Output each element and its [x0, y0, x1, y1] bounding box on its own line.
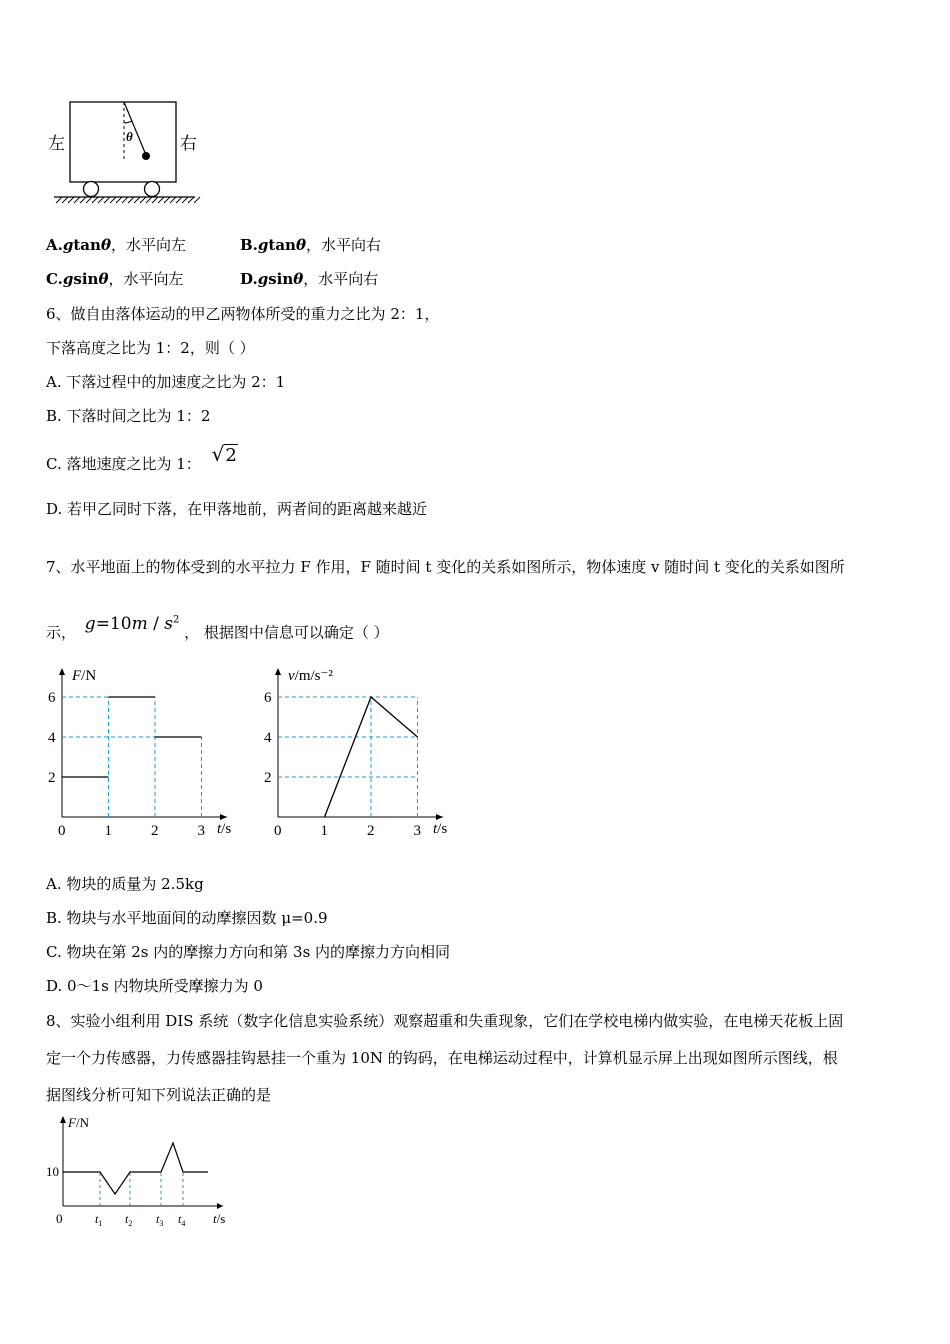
- y-axis-label: F/N: [72, 668, 97, 684]
- q7-stem-line-1: 7、水平地面上的物体受到的水平拉力 F 作用，F 随时间 t 变化的关系如图所示，物体速度 v 随时间 t 变化的关系如图所: [46, 558, 845, 576]
- q8-stem-line-2: 定一个力传感器，力传感器挂钩悬挂一个重为 10N 的钩码，在电梯运动过程中，计算机显示屏上出现如图所示图线，根: [46, 1049, 838, 1067]
- stem-text: 示，: [46, 623, 77, 642]
- x-tick-label: $t_2$: [125, 1212, 133, 1228]
- option-text: ，水平向左: [108, 270, 184, 288]
- hatch-mark: [134, 197, 140, 203]
- formula-unit-m: m: [131, 613, 148, 634]
- ground-hatching: [56, 197, 200, 203]
- x-tick-label: $t_4$: [178, 1212, 186, 1228]
- formula-g: [85, 614, 180, 634]
- option-var: g: [62, 236, 74, 254]
- hatch-mark: [176, 197, 182, 203]
- option-sym: θ: [98, 270, 109, 288]
- hatch-mark: [98, 197, 104, 203]
- y-tick-label: 10: [46, 1164, 59, 1179]
- left-wheel: [84, 182, 99, 197]
- option-sym: θ: [100, 236, 111, 254]
- theta-label: θ: [126, 129, 133, 144]
- y-tick-label: 4: [264, 730, 272, 746]
- hatch-mark: [110, 197, 116, 203]
- x-tick-label: 0: [274, 823, 282, 839]
- hatch-mark: [68, 197, 74, 203]
- x-axis-label: t/s: [213, 1211, 226, 1226]
- hatch-mark: [116, 197, 122, 203]
- option-text: ，水平向右: [305, 236, 381, 254]
- angle-arc: [124, 121, 132, 123]
- force-reading-line: [63, 1143, 208, 1194]
- y-axis-arrow-icon: [59, 668, 65, 675]
- option-text: C. 落地速度之比为 1：: [46, 455, 201, 473]
- hatch-mark: [140, 197, 146, 203]
- q5-option-c: [46, 269, 184, 289]
- y-tick-label: 6: [48, 690, 56, 706]
- left-label: 左: [48, 134, 65, 153]
- hatch-mark: [146, 197, 152, 203]
- option-text: ，水平向左: [110, 236, 186, 254]
- formula-exponent: 2: [172, 614, 180, 625]
- option-letter: A.: [46, 236, 63, 254]
- x-tick-label: 1: [104, 823, 112, 839]
- x-axis-arrow-icon: [436, 814, 443, 820]
- q7-option-c: C. 物块在第 2s 内的摩擦力方向和第 3s 内的摩擦力方向相同: [46, 943, 451, 961]
- q6-stem-line-2: 下落高度之比为 1：2，则（ ）: [46, 339, 255, 357]
- option-sym: θ: [293, 270, 304, 288]
- option-var: g: [62, 270, 74, 288]
- q5-option-a: [46, 235, 186, 255]
- q6-option-a: A. 下落过程中的加速度之比为 2：1: [46, 373, 286, 391]
- formula-slash: /: [147, 613, 165, 634]
- q7-stem-line-2: [46, 613, 389, 643]
- sqrt-radicand: 2: [225, 445, 237, 466]
- option-func: tan: [268, 236, 296, 254]
- right-label: 右: [180, 134, 197, 153]
- y-tick-label: 2: [48, 770, 56, 786]
- y-axis-label: v/m/s⁻²: [288, 668, 333, 684]
- q5-option-d: [240, 269, 378, 289]
- hatch-mark: [86, 197, 92, 203]
- q6-option-d: D. 若甲乙同时下落，在甲落地前，两者间的距离越来越近: [46, 500, 428, 518]
- hatch-mark: [74, 197, 80, 203]
- x-axis-label: t/s: [217, 821, 232, 837]
- q8-stem-line-3: 据图线分析可知下列说法正确的是: [46, 1086, 272, 1104]
- option-sym: θ: [295, 236, 306, 254]
- force-time-chart: [40, 660, 255, 845]
- x-tick-label: 2: [151, 823, 159, 839]
- hatch-mark: [122, 197, 128, 203]
- y-tick-label: 6: [264, 690, 272, 706]
- x-tick-label: $t_1$: [95, 1212, 103, 1228]
- sqrt-expression: [212, 444, 238, 466]
- q7-option-b: B. 物块与水平地面间的动摩擦因数 μ=0.9: [46, 909, 328, 927]
- x-tick-label: 3: [413, 823, 421, 839]
- q5-option-b: [240, 235, 381, 255]
- formula-var: g: [84, 613, 96, 634]
- hatch-mark: [80, 197, 86, 203]
- pendulum-bob: [142, 152, 150, 160]
- y-tick-label: 2: [264, 770, 272, 786]
- hatch-mark: [104, 197, 110, 203]
- option-func: tan: [73, 236, 101, 254]
- hatch-mark: [194, 197, 200, 203]
- velocity-time-chart: [256, 660, 471, 845]
- hatch-mark: [128, 197, 134, 203]
- x-tick-label: 1: [320, 823, 328, 839]
- y-axis-arrow-icon: [275, 668, 281, 675]
- q6-stem-line-1: 6、做自由落体运动的甲乙两物体所受的重力之比为 2：1，: [46, 305, 440, 323]
- right-wheel: [145, 182, 160, 197]
- hatch-mark: [164, 197, 170, 203]
- hatch-mark: [56, 197, 62, 203]
- option-var: g: [257, 270, 269, 288]
- hatch-mark: [188, 197, 194, 203]
- q6-option-c: [46, 442, 238, 474]
- hatch-mark: [182, 197, 188, 203]
- hatch-mark: [152, 197, 158, 203]
- sqrt-sign-icon: √: [211, 442, 225, 466]
- option-letter: C.: [46, 270, 63, 288]
- x-tick-label: $t_3$: [156, 1212, 164, 1228]
- hatch-mark: [92, 197, 98, 203]
- q7-option-a: A. 物块的质量为 2.5kg: [46, 875, 204, 893]
- x-tick-label: 2: [367, 823, 375, 839]
- q6-option-b: B. 下落时间之比为 1：2: [46, 407, 211, 425]
- y-axis-arrow-icon: [60, 1116, 66, 1123]
- x-axis-label: t/s: [433, 821, 448, 837]
- hatch-mark: [62, 197, 68, 203]
- x-axis-arrow-icon: [217, 1203, 223, 1209]
- q7-option-d: D. 0～1s 内物块所受摩擦力为 0: [46, 977, 263, 995]
- option-func: sin: [73, 270, 99, 288]
- cart-body: [70, 102, 176, 182]
- option-func: sin: [268, 270, 294, 288]
- q8-stem-line-1: 8、实验小组利用 DIS 系统（数字化信息实验系统）观察超重和失重现象，它们在学校电梯内做实验，在电梯天花板上固: [46, 1012, 844, 1030]
- x-tick-label: 0: [58, 823, 66, 839]
- option-text: ，水平向右: [303, 270, 379, 288]
- formula-eq: =10: [95, 613, 132, 634]
- formula-unit-s: s: [164, 613, 173, 634]
- x-tick-label: 0: [56, 1211, 63, 1226]
- y-tick-label: 4: [48, 730, 56, 746]
- option-letter: B.: [240, 236, 258, 254]
- option-letter: D.: [240, 270, 258, 288]
- stem-text: ， 根据图中信息可以确定（ ）: [184, 623, 389, 642]
- y-axis-label: F/N: [68, 1115, 89, 1130]
- x-tick-label: 3: [197, 823, 205, 839]
- sensor-force-chart: [40, 1110, 240, 1235]
- hatch-mark: [158, 197, 164, 203]
- x-axis-arrow-icon: [220, 814, 227, 820]
- hatch-mark: [170, 197, 176, 203]
- cart-pendulum-figure: [40, 95, 210, 210]
- option-var: g: [257, 236, 269, 254]
